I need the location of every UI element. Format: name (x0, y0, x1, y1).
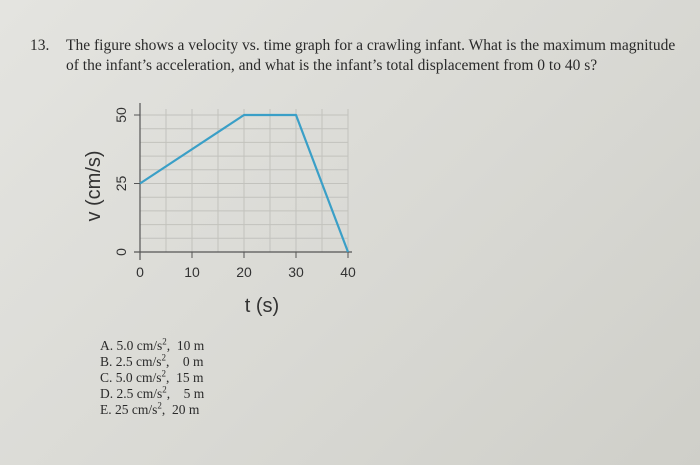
answer-choices (100, 338, 204, 418)
choice-acceleration: 5.0 cm/s (115, 370, 162, 385)
tick-labels (113, 107, 356, 280)
choice-displacement: , 0 m (166, 354, 204, 369)
choice-e[interactable] (100, 402, 204, 418)
choice-letter: B. (100, 354, 113, 369)
choice-acceleration: 25 cm/s (115, 402, 158, 417)
choice-displacement: , 10 m (166, 338, 205, 353)
choice-exponent: 2 (161, 368, 167, 379)
choice-acceleration: 5.0 cm/s (116, 338, 163, 353)
x-tick-label: 20 (236, 264, 252, 280)
choice-displacement: , 15 m (166, 370, 204, 385)
grid (140, 109, 348, 252)
choice-a[interactable] (100, 338, 204, 354)
question-line-2: of the infant’s acceleration, and what is the infant’s total displacement from 0 to 40 s? (66, 57, 598, 74)
question-number: 13. (30, 37, 50, 54)
axes (134, 103, 352, 260)
choice-b[interactable] (100, 354, 204, 370)
choice-acceleration: 2.5 cm/s (115, 354, 162, 369)
x-tick-label: 40 (340, 264, 356, 280)
choice-displacement: , 5 m (166, 386, 205, 401)
x-tick-label: 30 (288, 264, 304, 280)
choice-exponent: 2 (157, 400, 162, 411)
choice-c[interactable] (100, 370, 204, 386)
choice-letter: D. (100, 386, 114, 401)
question-line-1-text: The figure shows a velocity vs. time graph for a crawling infant. What is the maximum magnitude (66, 37, 676, 54)
y-tick-label: 50 (113, 107, 129, 123)
x-tick-label: 10 (184, 264, 200, 280)
y-tick-label: 0 (113, 248, 129, 256)
choice-acceleration: 2.5 cm/s (116, 386, 163, 401)
choice-letter: C. (100, 370, 113, 385)
choice-exponent: 2 (162, 384, 167, 395)
choice-letter: A. (100, 338, 114, 353)
choice-d[interactable] (100, 386, 204, 402)
choice-letter: E. (100, 402, 112, 417)
y-tick-label: 25 (113, 175, 129, 192)
x-axis-label: t (s) (244, 295, 280, 317)
y-axis-label: v (cm/s) (83, 150, 105, 222)
choice-displacement: , 20 m (161, 402, 200, 417)
choice-exponent: 2 (161, 352, 167, 363)
choice-exponent: 2 (162, 336, 167, 347)
x-tick-label: 0 (136, 264, 144, 280)
